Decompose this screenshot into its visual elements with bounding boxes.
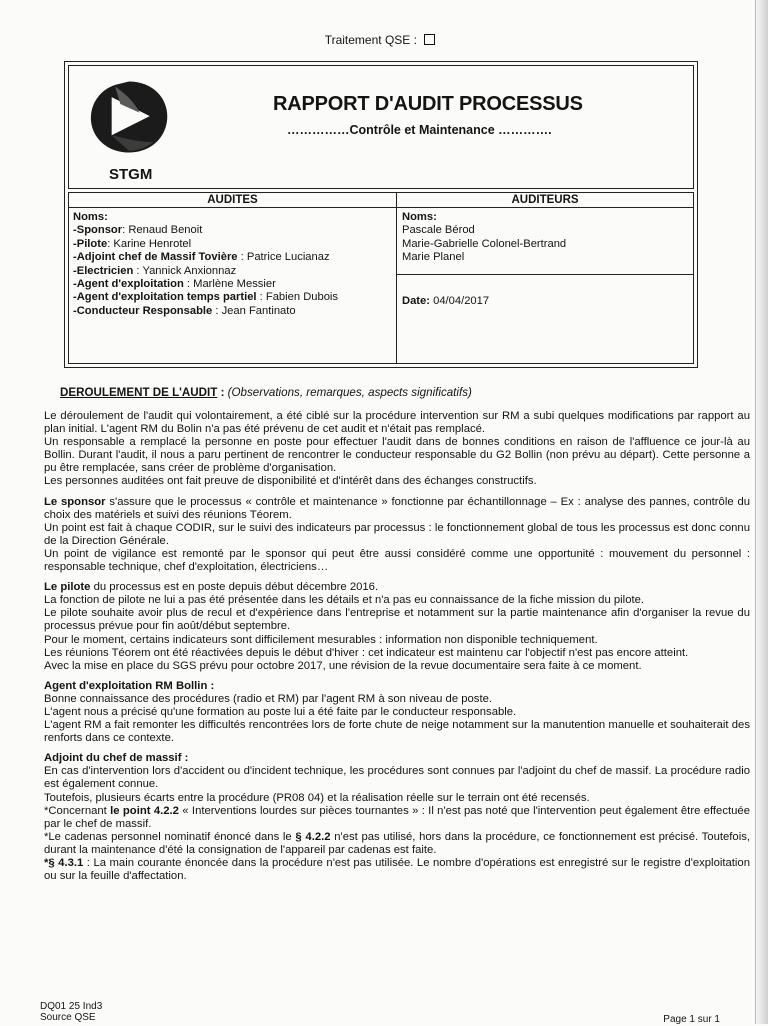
audite-row: -Agent d'exploitation : Marlène Messier — [73, 278, 276, 291]
traitement-qse-checkbox[interactable] — [424, 34, 435, 45]
sponsor-paragraph: Un point est fait à chaque CODIR, sur le suivi des indicateurs par processus : le fonctionnement global de tous les processus est donc connu de la Direction Générale. — [44, 521, 750, 547]
footer-source: Source QSE — [40, 1012, 96, 1023]
auditeur-name: Marie Planel — [402, 251, 465, 264]
agent-paragraph: Bonne connaissance des procédures (radio et RM) par l'agent RM à son niveau de poste. — [44, 692, 493, 705]
audite-row: -Conducteur Responsable : Jean Fantinato — [73, 304, 296, 317]
traitement-qse — [0, 34, 760, 47]
col-header-auditeurs: AUDITEURS — [511, 194, 579, 206]
traitement-qse-label: Traitement QSE : — [324, 33, 417, 47]
pilote-paragraph: Avec la mise en place du SGS prévu pour octobre 2017, une révision de la revue documentaire sera faite à ce moment. — [44, 659, 642, 672]
agent-heading: Agent d'exploitation RM Bollin : — [44, 679, 215, 692]
col-header-audites: AUDITES — [207, 194, 258, 206]
audit-participants-table — [68, 192, 694, 364]
sponsor-paragraph: Le sponsor s'assure que le processus « contrôle et maintenance » fonctionne par échantillonnage – Ex : analyse des pannes, contrôle du choix des matériels et suivi des réunions Téorem. — [44, 495, 751, 521]
page-edge-line — [755, 0, 756, 1024]
pilote-paragraph: Le pilote du processus est en poste depuis début décembre 2016. — [44, 581, 379, 594]
footer-doc-info — [40, 1001, 102, 1023]
page-edge-shadow — [754, 0, 768, 1024]
report-title: RAPPORT D'AUDIT PROCESSUS — [273, 93, 583, 115]
sponsor-paragraph: Un point de vigilance est remonté par le sponsor qui peut être aussi considéré comme une opportunité : mouvement du personnel : responsable technique, chef d'exploitation, électriciens… — [44, 547, 750, 574]
audites-list — [73, 211, 338, 318]
report-header — [68, 65, 694, 189]
intro-paragraph: Le déroulement de l'audit qui volontairement, a été ciblé sur la procédure intervention sur RM a subi quelques modifications par rapport au plan initial. L'agent RM du Bolin n'a pas été prévenu de cet audit et n'était pas remplacé. — [44, 410, 750, 436]
audite-row: -Agent d'exploitation temps partiel : Fabien Dubois — [73, 291, 339, 304]
deroulement-note: (Observations, remarques, aspects significatifs) — [227, 386, 472, 399]
table-column-divider — [396, 193, 397, 363]
date-label: Date: — [402, 295, 430, 307]
agent-paragraph: L'agent nous a précisé qu'une formation au poste lui a été faite par le conducteur responsable. — [44, 705, 517, 718]
auditeurs-noms-label: Noms: — [402, 211, 437, 223]
table-date-divider — [396, 274, 693, 275]
auditeur-name: Pascale Bérod — [402, 224, 475, 237]
auditeur-name: Marie-Gabrielle Colonel-Bertrand — [402, 237, 567, 250]
footer-doc-code: DQ01 25 Ind3 — [40, 1001, 103, 1012]
pilote-paragraph: Pour le moment, certains indicateurs sont difficilement mesurables : information non disponible techniquement. — [44, 633, 598, 646]
footer-page-number: Page 1 sur 1 — [663, 1014, 720, 1025]
deroulement-heading: DEROULEMENT DE L'AUDIT : (Observations, remarques, aspects significatifs) — [60, 386, 472, 399]
intro-paragraph: Les personnes auditées ont fait preuve de disponibilité et d'intérêt dans des échanges constructifs. — [44, 475, 537, 488]
audit-date — [402, 295, 489, 308]
intro-paragraph: Un responsable a remplacé la personne en poste pour effectuer l'audit dans de bonnes conditions en raison de l'affluence ce jour-là au Bollin. Durant l'audit, il nous a paru pertinent de rencontrer le conducteur responsable du G2 Bollin (non prévu au départ). Cette personne a pu être remplacée, sans créer de problème d'organisation. — [44, 436, 750, 475]
adjoint-point: *§ 4.3.1 : La main courante énoncée dans la procédure n'est pas utilisée. Le nombre d'opérations est enregistré sur le registre d'exploitation ou sur la feuille d'affectation. — [44, 857, 750, 883]
adjoint-paragraph: En cas d'intervention lors d'accident ou d'incident technique, les procédures sont connues par l'adjoint du chef de massif. La procédure radio est également connue. — [44, 765, 750, 791]
adjoint-point: *Concernant le point 4.2.2 « Interventions lourdes sur pièces tournantes » : Il n'est pas noté que l'intervention peut également être effectuée par le chef de massif. — [44, 804, 750, 830]
audite-row: -Pilote: Karine Henrotel — [73, 237, 192, 250]
report-frame — [64, 61, 698, 368]
audites-noms-label: Noms: — [73, 211, 108, 223]
report-subtitle: ……………Contrôle et Maintenance …………. — [287, 123, 552, 137]
table-header-divider — [69, 207, 693, 208]
audit-body-text — [44, 410, 750, 883]
audite-row: -Sponsor: Renaud Benoit — [73, 224, 203, 237]
audite-row: -Electricien : Yannick Anxionnaz — [73, 264, 237, 277]
stgm-logo-icon — [85, 78, 173, 156]
company-name: STGM — [109, 166, 153, 183]
adjoint-point: *Le cadenas personnel nominatif énoncé dans le § 4.2.2 n'est pas utilisé, hors dans la procédure, ce fonctionnement est précisé. Toutefois, durant la maintenance d'été la consignation de l'appareil par cadenas est faite. — [44, 830, 750, 856]
pilote-paragraph: Le pilote souhaite avoir plus de recul et d'expérience dans l'entreprise et notamment sur la partie maintenance afin d'organiser la revue du processus prévue pour fin août/début septembre. — [44, 607, 750, 633]
adjoint-paragraph: Toutefois, plusieurs écarts entre la procédure (PR08 04) et la réalisation réelle sur le terrain ont été recensés. — [44, 791, 590, 804]
pilote-paragraph: La fonction de pilote ne lui a pas été présentée dans les détails et n'a pas eu connaissance de la fiche mission du pilote. — [44, 594, 645, 607]
deroulement-title: DEROULEMENT DE L'AUDIT — [60, 386, 218, 399]
pilote-paragraph: Les réunions Téorem ont été réactivées depuis le début d'hiver : cet indicateur est maintenu car l'objectif n'est pas encore atteint. — [44, 646, 689, 659]
date-value: 04/04/2017 — [433, 295, 490, 307]
agent-paragraph: L'agent RM a fait remonter les difficultés rencontrées lors de forte chute de neige notamment sur la manutention manuelle et souhaiterait des renforts dans ce contexte. — [44, 719, 750, 745]
audite-row: -Adjoint chef de Massif Tovière : Patrice Lucianaz — [73, 251, 330, 264]
auditeurs-list — [402, 211, 566, 265]
adjoint-heading: Adjoint du chef de massif : — [44, 752, 189, 765]
